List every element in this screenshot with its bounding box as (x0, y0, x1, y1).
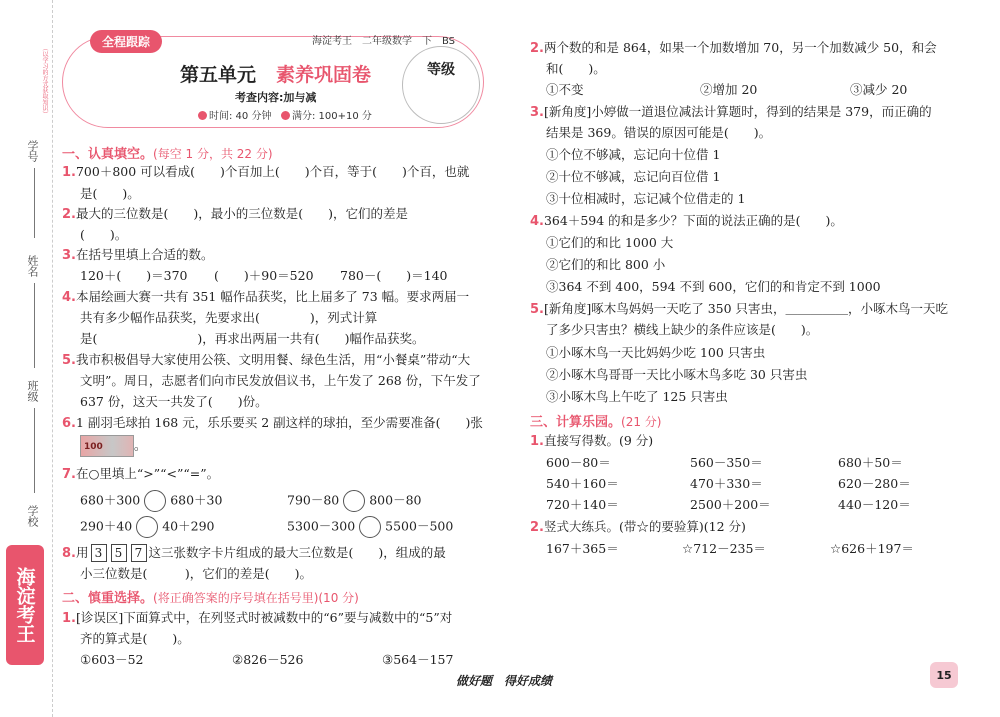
side-motto: （以学习的方式获取知识） (41, 45, 48, 117)
full-score: 满分: 100+10 分 (292, 111, 372, 122)
digit-card: 5 (111, 544, 127, 562)
banknote-100-icon: 100 (80, 435, 134, 457)
q1-1-cont: 是( )。 (80, 186, 140, 201)
q2-5: 5.[新角度]啄木鸟妈妈一天吃了 350 只害虫，＿＿＿＿＿，小啄木鸟一天吃 (530, 301, 949, 317)
q1-7: 7.在○里填上“>”“<”“=”。 (62, 466, 220, 482)
q2-2-opt2: ②增加 20 (700, 82, 758, 97)
test-title: 素养巩固卷 (276, 64, 372, 86)
q2-5-opt2: ②小啄木鸟哥哥一天比小啄木鸟多吃 30 只害虫 (546, 367, 808, 382)
q1-3-b: ( )＋90＝520 (214, 268, 314, 283)
unit-title: 第五单元 (180, 64, 257, 86)
q3-1-item: 560－350＝ (690, 455, 763, 470)
q2-1-opt2: ②826－526 (232, 652, 304, 667)
q1-4-b: 共有多少幅作品获奖，先要求出( )，列式计算 (80, 310, 378, 325)
q2-5-b: 了多少只害虫？横线上缺少的条件应该是( )。 (546, 322, 819, 337)
q2-3-b: 结果是 369。错误的原因可能是( )。 (546, 125, 772, 140)
compare-circle[interactable] (144, 490, 166, 512)
q1-7-row1-left: 680＋300 680＋30 (80, 490, 222, 512)
series-label: 海淀考王 二年级数学 下 BS (312, 36, 456, 47)
compare-circle[interactable] (359, 516, 381, 538)
q2-3-opt1: ①个位不够减，忘记向十位借 1 (546, 147, 721, 162)
grade-label: 等级 (427, 62, 455, 78)
brand-logo: 海淀考王 (6, 545, 44, 665)
q2-2-opt3: ③减少 20 (850, 82, 908, 97)
side-line (34, 408, 35, 493)
q3-2-item: ☆626＋197＝ (830, 541, 914, 556)
q3-1-item: 620－280＝ (838, 476, 911, 491)
q2-3-opt3: ③十位相减时，忘记减个位借走的 1 (546, 191, 746, 206)
q1-7-row2-right: 5300－300 5500－500 (287, 516, 453, 538)
q1-3: 3.在括号里填上合适的数。 (62, 247, 214, 263)
q3-2: 2.竖式大练兵。(带☆的要验算)(12 分) (530, 519, 746, 535)
check-icon (281, 111, 290, 120)
side-label-name: 姓名 (26, 255, 39, 277)
q1-2: 2.最大的三位数是( )，最小的三位数是( )，它们的差是 (62, 206, 408, 222)
q1-3-a: 120＋( )＝370 (80, 268, 188, 283)
q1-8: 8.用 3 5 7 这三张数字卡片组成的最大三位数是( )，组成的最 (62, 545, 446, 561)
q1-5-b: 文明”。周日，志愿者们向市民发放倡议书，上午发了 268 份，下午发了 (80, 373, 481, 388)
q1-5-c: 637 份，这天一共发了( )份。 (80, 394, 268, 409)
footer-slogan: 做好题 得好成绩 (456, 674, 553, 688)
q3-1-item: 470＋330＝ (690, 476, 763, 491)
q2-2-opt1: ①不变 (546, 82, 584, 97)
q1-8-b: 小三位数是( )，它们的差是( )。 (80, 566, 313, 581)
page-number: 15 (930, 662, 958, 688)
q2-1-b: 齐的算式是( )。 (80, 631, 190, 646)
q2-3-opt2: ②十位不够减，忘记向百位借 1 (546, 169, 721, 184)
q3-2-item: ☆712－235＝ (682, 541, 766, 556)
q2-5-opt3: ③小啄木鸟上午吃了 125 只害虫 (546, 389, 728, 404)
q2-4-opt2: ②它们的和比 800 小 (546, 257, 666, 272)
q2-2: 2.两个数的和是 864，如果一个加数增加 70，另一个加数减少 50，和会 (530, 40, 937, 56)
section-1-title: 一、认真填空。(每空 1 分，共 22 分) (62, 147, 273, 162)
q1-7-row2-left: 290＋40 40＋290 (80, 516, 215, 538)
q2-2-b: 和( )。 (546, 61, 606, 76)
q3-1-item: 680＋50＝ (838, 455, 903, 470)
q1-4: 4.本届绘画大赛一共有 351 幅作品获奖，比上届多了 73 幅。要求两届一 (62, 289, 470, 305)
section-3-title: 三、计算乐园。(21 分) (530, 415, 662, 430)
q2-3: 3.[新角度]小婷做一道退位减法计算题时，得到的结果是 379，而正确的 (530, 104, 932, 120)
time-limit: 时间: 40 分钟 (209, 111, 272, 122)
q3-1-item: 2500＋200＝ (690, 497, 771, 512)
side-label-class: 班级 (26, 380, 39, 402)
clock-icon (198, 111, 207, 120)
q1-5: 5.我市积极倡导大家使用公筷、文明用餐、绿色生活，用“小餐桌”带动“大 (62, 352, 471, 368)
grade-box[interactable] (402, 46, 480, 124)
q2-1-opt3: ③564－157 (382, 652, 454, 667)
q1-4-c: 是( )，再求出两届一共有( )幅作品获奖。 (80, 331, 425, 346)
q3-2-item: 167＋365＝ (546, 541, 619, 556)
q3-1-item: 440－120＝ (838, 497, 911, 512)
digit-card: 3 (91, 544, 107, 562)
test-meta (198, 107, 372, 122)
q3-1: 1.直接写得数。(9 分) (530, 433, 654, 449)
q3-1-item: 720＋140＝ (546, 497, 619, 512)
q1-2-cont: ( )。 (80, 227, 128, 242)
q2-4: 4.364＋594 的和是多少？下面的说法正确的是( )。 (530, 213, 843, 229)
q1-1: 1.700＋800 可以看成( )个百加上( )个百，等于( )个百，也就 (62, 164, 470, 180)
side-label-school: 学校 (26, 505, 39, 527)
q3-1-item: 600－80＝ (546, 455, 611, 470)
digit-card: 7 (131, 544, 147, 562)
q1-7-row1-right: 790－80 800－80 (287, 490, 422, 512)
tracking-badge: 全程跟踪 (90, 30, 162, 53)
side-label-student-id: 学号 (26, 140, 39, 162)
q1-6-b: 100 。 (80, 435, 147, 457)
q2-1-opt1: ①603－52 (80, 652, 144, 667)
compare-circle[interactable] (343, 490, 365, 512)
q2-5-opt1: ①小啄木鸟一天比妈妈少吃 100 只害虫 (546, 345, 766, 360)
side-line (34, 168, 35, 238)
q2-1: 1.[诊误区]下面算式中，在列竖式时被减数中的“6”要与减数中的“5”对 (62, 610, 453, 626)
q1-6: 6.1 副羽毛球拍 168 元，乐乐要买 2 副这样的球拍，至少需要准备( )张 (62, 415, 483, 431)
q2-4-opt1: ①它们的和比 1000 大 (546, 235, 674, 250)
q1-3-c: 780－( )＝140 (340, 268, 448, 283)
section-2-title: 二、慎重选择。(将正确答案的序号填在括号里)(10 分) (62, 591, 359, 606)
side-line (34, 283, 35, 368)
q2-4-opt3: ③364 不到 400，594 不到 600，它们的和肯定不到 1000 (546, 279, 881, 294)
binding-strip (0, 0, 53, 717)
q3-1-item: 540＋160＝ (546, 476, 619, 491)
test-content: 考查内容:加与减 (235, 91, 317, 104)
compare-circle[interactable] (136, 516, 158, 538)
